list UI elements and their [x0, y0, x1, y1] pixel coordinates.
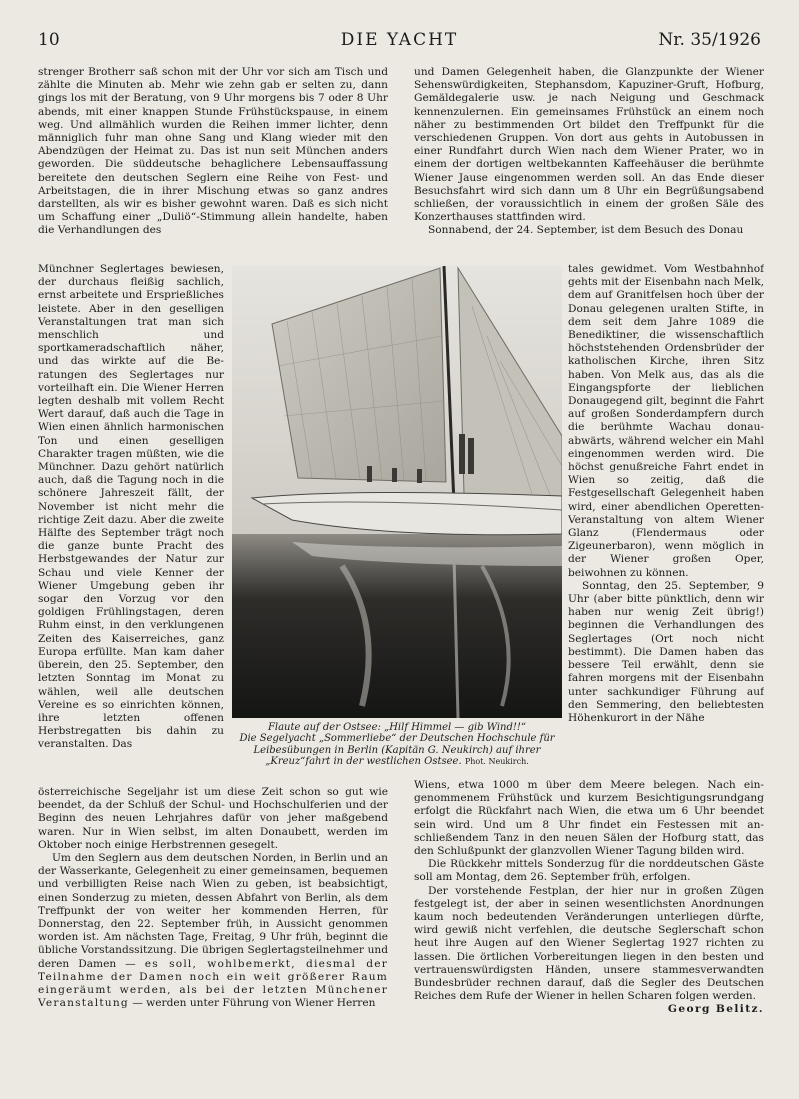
right-paragraph-1: und Damen Gelegenheit haben, die Glanzpunkte der Wiener Sehenswürdigkeiten, Stephansdom, Kapuziner-Gruft, Hofburg, Gemäldegalerie usw. je nach Neigung und Geschmack kennenzulernen. Ein gemeinsames Frühstück an einem noch näher zu bestimmenden Ort bildet den Treffpunkt für die verschiedenen Gruppen. Von dort aus gehts in Autobussen in einer Rundfahrt durch Wien nach dem Wiener Prater, wo in einem der dortigen weltbekannten Kaffeehäuser die berühmte Wiener Jause eingenommen werden soll. An das Ende dieser Besuchsfahrt wird sich dann um 8 Uhr ein Begrüßungsabend schließen, der voraussichtlich in einem der großen Säle des Konzerthauses stattfinden wird. [414, 66, 764, 224]
right-column-top [414, 66, 764, 238]
right-paragraph-4: Die Rückkehr mittels Sonderzug für die norddeutschen Gäste soll am Montag, dem 26. September früh, erfolgen. [414, 858, 764, 884]
right-paragraph-5: Der vorstehende Festplan, der hier nur in großen Zügen festgelegt ist, der aber in seinen wesentlichsten Anordnungen kaum noch bedeutenden Veränderungen unterliegen dürfte, wird gewiß nicht verfehlen, die deutsche Seglerschaft schon heut ihre Augen auf den Wiener Seglertag 1927 richten zu lassen. Die örtlichen Vorbereitungen liegen in den besten und vertrauenswürdigsten Händen, unsere stammesverwandten Bundesbrüder rechnen darauf, daß die Segler des Deutschen Reiches dem Rufe der Wiener in hellen Scharen folgen werden. [414, 884, 764, 1003]
right-column-narrow [568, 263, 764, 803]
caption-text [232, 733, 562, 767]
caption-title: Flaute auf der Ostsee: „Hilf Himmel — gib Wind!!“ [267, 722, 527, 733]
author-signature: Georg Belitz. [667, 1003, 764, 1016]
left-paragraph-2-c: — werden unter Führung von Wiener Herren [128, 997, 376, 1010]
issue-number: Nr. 35/1926 [658, 30, 761, 50]
left-paragraph-2-a: Um den Seglern aus dem deutschen Norden, in Berlin und an der Wasserkante, Gelegenheit zu einer gemeinsamen, bequemen und verbilligten Reise nach Wien zu geben, ist beabsichtigt, einen Sonderzug zu mieten, dessen Abfahrt von Berlin, als dem Treffpunkt der von weiter her kommenden Herren, für Donnerstag, den 22. September früh, in Aussicht genommen worden ist. Am nächsten Tage, Freitag, 9 Uhr früh, beginnt die übliche Vorstandssitzung. Die übrigen Seglertagsteilnehmer und deren Damen — [38, 852, 388, 970]
left-paragraph-1-cont: Münchner Seglertages bewiesen, der durchaus fleißig sachlich, ernst arbeitete und Ersprießliches leistete. Aber in den geselligen Veranstaltungen trat man sich menschlich und sportkameradschaftlich näher, und das wirkte auf die Beratungen des Seglertages nur vorteilhaft ein. Die Wiener Herren legten deshalb mit vollem Recht Wert darauf, daß auch die Tage in Wien einen ähnlich harmonischen Ton und einen geselligen Charakter tragen müßten, wie die Münchner. Dazu gehört natürlich auch, daß die Tagung noch in die schönere Jahreszeit fällt, der November ist nicht mehr die richtige Zeit dazu. Aber die zweite Hälfte des September trägt noch die ganze bunte Pracht des Herbstgewandes der Natur zur Schau und viele Kenner der Wiener Umgebung geben ihr sogar den Vorzug vor den goldigen Frühlingstagen, deren Ruhm einst, in den verklungenen Zeiten des Kaiserreiches, ganz Europa erfüllte. Man kam daher überein, den 25. September, den letzten Sonntag im Monat zu wählen, weil alle deutschen Vereine es so einrichten können, ihre letzten offenen Herbstregatten bis dahin zu veranstalten. Das [38, 263, 224, 751]
right-paragraph-3: Sonntag, den 25. September, 9 Uhr (aber bitte pünktlich, denn wir haben nur wenig Zeit übrig!) beginnen die Verhandlungen des Seglertages (Ort noch nicht bestimmt). Die Damen haben das bessere Teil erwählt, denn sie fahren morgens mit der Eisenbahn unter sachkundiger Führung auf den Semmering, den beliebtesten Höhenkurort in der Nähe [568, 579, 764, 724]
right-paragraph-2-cont: tales gewidmet. Vom Westbahnhof gehts mit der Eisenbahn nach Melk, dem auf Granitfelsen hoch über der Donau gelegenen uralten Stifte, in dem seit dem Jahre 1089 die Benediktiner, die wissenschaftlich höchststehenden Ordensbrüder der katholischen Kirche, ihren Sitz haben. Von Melk aus, das als die Eingangspforte der lieblichen Donaugegend gilt, beginnt die Fahrt auf großen Sonderdampfern durch die berühmte Wachau donauabwärts, während welcher ein Mahl eingenommen werden wird. Die höchst genußreiche Fahrt endet in Wien so zeitig, daß die Festgesellschaft Gelegenheit haben wird, einer abendlichen Operetten-Veranstaltung von altem Wiener Glanz (Flendermaus oder Zigeunerbaron), wenn möglich in der Wiener großen Oper, beiwohnen zu können. [568, 263, 764, 579]
yacht-photo [232, 266, 562, 718]
page-number: 10 [38, 30, 60, 50]
right-paragraph-2: Sonnabend, der 24. September, ist dem Besuch des Donau [428, 224, 744, 237]
left-paragraph-1-end: österreichische Segeljahr ist um diese Zeit schon so gut wie beendet, da der Schluß der Schul- und Hochschulferien und der Beginn des neuen Lehrjahres dafür von jeher maßgebend waren. Nur in Wien selbst, im alten Donaubett, werden im Oktober noch einige Herbstrennen gesegelt. [38, 786, 388, 851]
caption-description: Die Segelyacht „Sommerliebe“ der Deutschen Hochschule für Leibesübungen in Berlin (Kapitän G. Neukirch) auf ihrer „Kreuz“fahrt in der westlichen Ostsee. [239, 733, 555, 768]
left-column-top [38, 66, 388, 238]
left-paragraph-2 [38, 852, 388, 1010]
photo-credit: Phot. Neukirch. [464, 757, 529, 767]
left-paragraph-2-emphasis: es soll, wohlbemerkt, diesmal der Teilnahme der Damen noch ein weit größerer Raum eingeräumt werden, als bei der letzten Münchener Veranstaltung [38, 957, 388, 1010]
left-column-bottom [38, 786, 388, 1010]
magazine-title: DIE YACHT [340, 30, 459, 50]
right-column-bottom [414, 779, 764, 1017]
photo-caption [232, 722, 562, 768]
left-paragraph-1: strenger Brotherr saß schon mit der Uhr vor sich am Tisch und zählte die Minuten ab. Mehr wie zehn gab er selten zu, dann gings los mit der Beratung, von 9 Uhr morgens bis 7 oder 8 Uhr abends, mit einer knappen Stunde Frühstückspause, in einem weg. Und allmählich wurden die Reihen immer lichter, denn männiglich fuhr man ohne Sang und Klang wieder mit den Abendzügen der Heimat zu. Das ist nun seit München anders geworden. Die süddeutsche behaglichere Lebensauffassung bereitete den deutschen Seglern eine Reihe von Fest- und Arbeitstagen, die in ihrer Mischung etwas so ganz andres darstellten, als wir es bisher gewohnt waren. Daß es sich nicht um Schaffung einer „Duliö“-Stimmung allein handelte, haben die Verhandlungen des [38, 66, 388, 237]
right-paragraph-3-end: Wiens, etwa 1000 m über dem Meere belegen. Nach eingenommenem Frühstück und kurzem Besichtigungsrundgang erfolgt die Rückfahrt nach Wien, die etwa um 6 Uhr beendet sein wird. Und um 8 Uhr findet ein Festessen mit anschließendem Tanz in den neuen Sälen der Hofburg statt, das den Schlußpunkt der glanzvollen Wiener Tagung bilden wird. [414, 779, 764, 858]
sailboat-image [232, 266, 562, 718]
left-column-narrow [38, 263, 224, 787]
